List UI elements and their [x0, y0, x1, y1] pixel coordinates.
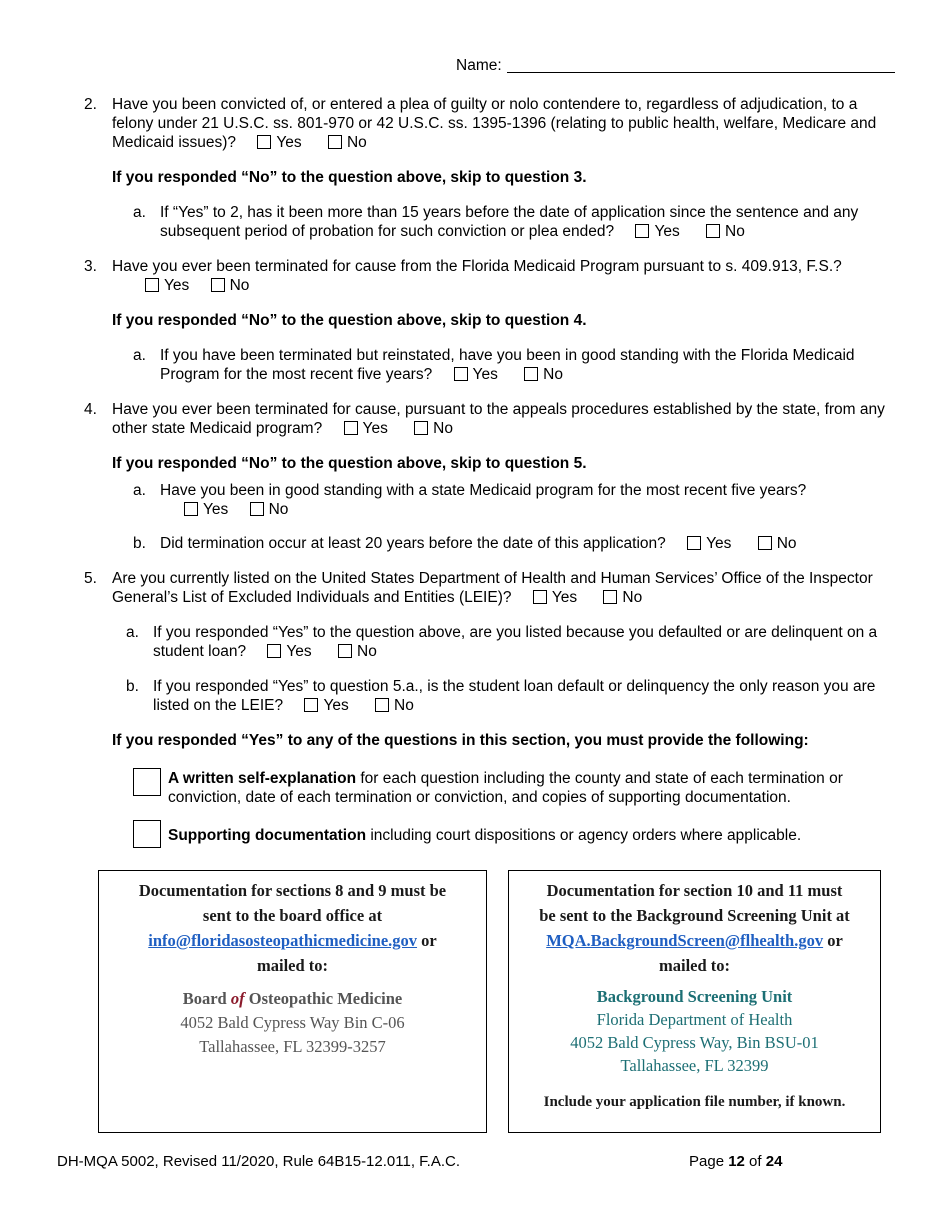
q2-no-checkbox[interactable] [328, 135, 342, 149]
q4a-label: a. [133, 482, 146, 499]
board-address-line1: 4052 Bald Cypress Way Bin C-06 [180, 1013, 405, 1032]
q2-yes[interactable]: Yes [257, 134, 301, 151]
form-revision: DH-MQA 5002, Revised 11/2020, Rule 64B15-12.011, F.A.C. [57, 1153, 461, 1170]
page-number: Page 12 of 24 [689, 1153, 783, 1170]
q5b-no[interactable]: No [375, 697, 414, 714]
q2-line3: Medicaid issues)? [112, 134, 237, 151]
q5a-no[interactable]: No [338, 643, 377, 660]
q2-number: 2. [84, 96, 97, 113]
q3a-yes[interactable]: Yes [454, 366, 498, 383]
q2a-text: If “Yes” to 2, has it been more than 15 years before the date of application since the sentence and any subsequent period of probation for such conviction or plea ended? Yes No [160, 204, 859, 240]
q4a-no-checkbox[interactable] [250, 502, 264, 516]
q4b-label: b. [133, 535, 146, 552]
q2-line1: Have you been convicted of, or entered a plea of guilty or nolo contendere to, regardless of adjudication, to a [112, 96, 858, 113]
q4-no[interactable]: No [414, 420, 453, 437]
board-address-line2: Tallahassee, FL 32399-3257 [199, 1037, 386, 1056]
requirements-heading: If you responded “Yes” to any of the questions in this section, you must provide the following: [112, 732, 809, 749]
q5-no-checkbox[interactable] [603, 590, 617, 604]
q4b-yes[interactable]: Yes [687, 535, 731, 552]
q5b-label: b. [126, 678, 139, 695]
q2a-yes-checkbox[interactable] [635, 224, 649, 238]
screening-email-link[interactable]: MQA.BackgroundScreen@flhealth.gov [546, 931, 824, 950]
q2-no[interactable]: No [328, 134, 367, 151]
screening-note: Include your application file number, if known. [543, 1094, 846, 1110]
screening-unit-name: Background Screening Unit [596, 987, 793, 1006]
self-explanation-text: A written self-explanation for each question including the county and state of each termination or conviction, date of each termination or conviction, and copies of supporting documentation. [168, 770, 843, 806]
q4a-yes-checkbox[interactable] [184, 502, 198, 516]
q2-yes-checkbox[interactable] [257, 135, 271, 149]
q5-yes[interactable]: Yes [533, 589, 577, 606]
screening-address-line1: Florida Department of Health [596, 1010, 793, 1029]
q3a-no-checkbox[interactable] [524, 367, 538, 381]
q5b-yes[interactable]: Yes [304, 697, 348, 714]
q3a-label: a. [133, 347, 146, 364]
q4-yes[interactable]: Yes [344, 420, 388, 437]
screening-address-line2: 4052 Bald Cypress Way, Bin BSU-01 [570, 1033, 819, 1052]
q2a-no-checkbox[interactable] [706, 224, 720, 238]
q2a-label: a. [133, 204, 146, 221]
name-label: Name: [456, 57, 502, 74]
self-explanation-checkbox[interactable] [133, 768, 161, 796]
q4b-text: Did termination occur at least 20 years before the date of this application? Yes No [160, 535, 797, 552]
supporting-docs-checkbox[interactable] [133, 820, 161, 848]
q4-text: Have you ever been terminated for cause, pursuant to the appeals procedures established by the state, from any other state Medicaid program? Yes No [112, 401, 885, 437]
q4a-yes[interactable]: Yes [184, 501, 228, 518]
background-screening-box: Documentation for section 10 and 11 must be sent to the Background Screening Unit at MQA.BackgroundScreen@flhealth.gov or mailed to: Background Screening Unit Florida Department of Health 4052 Bald Cypress Way, Bin BSU-01 Tallahassee, FL 32399 Include your application file number, if known. [508, 870, 881, 1133]
q3-skip-note: If you responded “No” to the question above, skip to question 4. [112, 312, 587, 329]
q5a-no-checkbox[interactable] [338, 644, 352, 658]
q5-yes-checkbox[interactable] [533, 590, 547, 604]
q5-number: 5. [84, 570, 97, 587]
q4-no-checkbox[interactable] [414, 421, 428, 435]
q5a-yes[interactable]: Yes [267, 643, 311, 660]
board-name: Board of Osteopathic Medicine [182, 989, 403, 1008]
q5b-yes-checkbox[interactable] [304, 698, 318, 712]
q5a-text: If you responded “Yes” to the question above, are you listed because you defaulted or are delinquent on a student loan? Yes No [153, 624, 878, 660]
q5a-label: a. [126, 624, 139, 641]
q5-text: Are you currently listed on the United States Department of Health and Human Services’ Office of the Inspector General’s List of Excluded Individuals and Entities (LEIE)? Yes No [112, 570, 873, 606]
q5-no[interactable]: No [603, 589, 642, 606]
q3a-no[interactable]: No [524, 366, 563, 383]
q2-skip-note: If you responded “No” to the question above, skip to question 3. [112, 169, 587, 186]
q2-text [112, 95, 912, 152]
q3-yes-checkbox[interactable] [145, 278, 159, 292]
q2a-yes[interactable]: Yes [635, 223, 679, 240]
q3-yes[interactable]: Yes [145, 277, 189, 294]
q3-text: Have you ever been terminated for cause from the Florida Medicaid Program pursuant to s. 409.913, F.S.? Yes No [112, 258, 842, 294]
q4-yes-checkbox[interactable] [344, 421, 358, 435]
q3-number: 3. [84, 258, 97, 275]
name-field[interactable] [507, 72, 895, 73]
q4a-no[interactable]: No [250, 501, 289, 518]
q4b-no-checkbox[interactable] [758, 536, 772, 550]
q3-no[interactable]: No [211, 277, 250, 294]
q5a-yes-checkbox[interactable] [267, 644, 281, 658]
q3a-text: If you have been terminated but reinstated, have you been in good standing with the Florida Medicaid Program for the most recent five years? Yes No [160, 347, 855, 383]
q3-no-checkbox[interactable] [211, 278, 225, 292]
q3a-yes-checkbox[interactable] [454, 367, 468, 381]
q5b-text: If you responded “Yes” to question 5.a., is the student loan default or delinquency the only reason you are listed on the LEIE? Yes No [153, 678, 876, 714]
q4b-yes-checkbox[interactable] [687, 536, 701, 550]
q4-number: 4. [84, 401, 97, 418]
q4b-no[interactable]: No [758, 535, 797, 552]
board-office-box: Documentation for sections 8 and 9 must be sent to the board office at info@floridasosteopathicmedicine.gov or mailed to: Board of Osteopathic Medicine 4052 Bald Cypress Way Bin C-06 Tallahassee, FL 32399-3257 [98, 870, 487, 1133]
board-email-link[interactable]: info@floridasosteopathicmedicine.gov [148, 931, 418, 950]
q4-skip-note: If you responded “No” to the question above, skip to question 5. [112, 455, 587, 472]
q4a-text: Have you been in good standing with a state Medicaid program for the most recent five years? Yes No [160, 482, 807, 518]
screening-address-line3: Tallahassee, FL 32399 [620, 1056, 769, 1075]
supporting-docs-text: Supporting documentation including court dispositions or agency orders where applicable. [168, 827, 802, 844]
q2-line2: felony under 21 U.S.C. ss. 801-970 or 42 U.S.C. ss. 1395-1396 (relating to public health, welfare, Medicare and [112, 115, 877, 132]
q5b-no-checkbox[interactable] [375, 698, 389, 712]
q2a-no[interactable]: No [706, 223, 745, 240]
